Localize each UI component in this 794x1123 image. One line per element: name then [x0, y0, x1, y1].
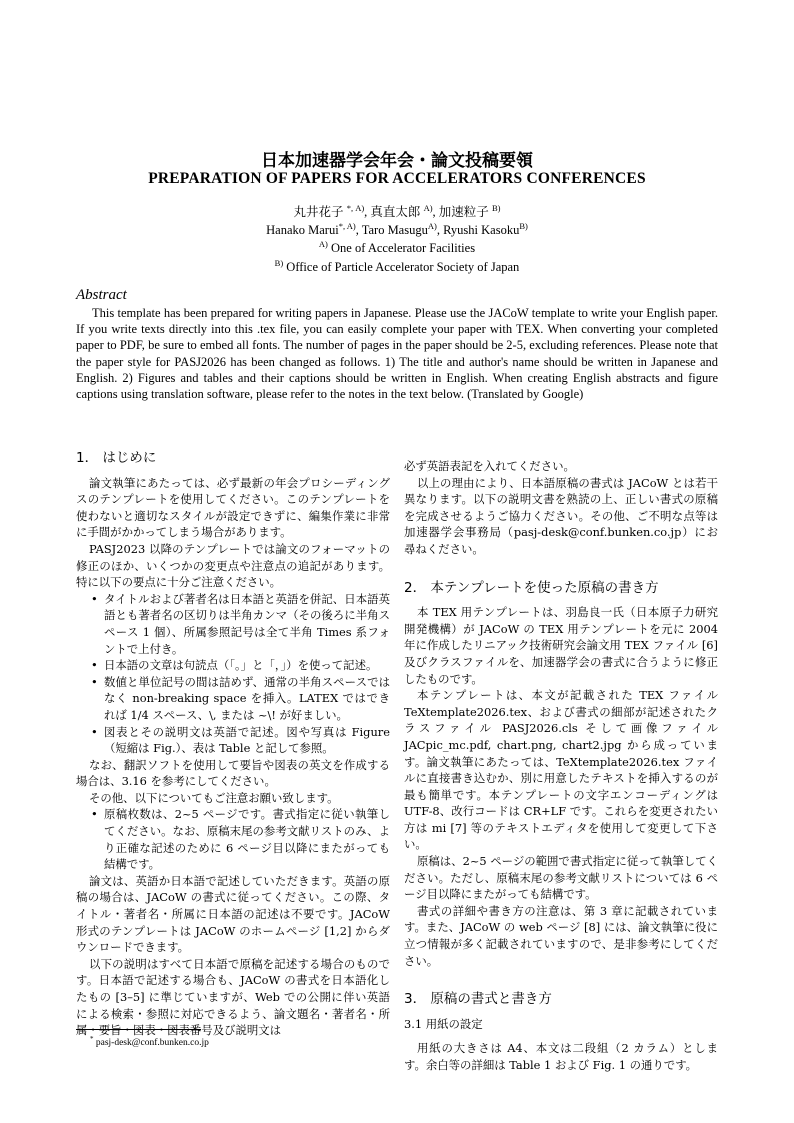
authors-english: Hanako Marui$^{*, A)}$, Taro Masugu$^{A)}$, Ryushi Kasoku$^{B)}$ — [266, 221, 528, 238]
author-name: Hanako Marui — [266, 223, 339, 238]
authors-japanese: 丸井花子 $^{*, A)}$, 真直太郎 $^{A)}$, 加速粒子 $^{B)}$ — [293, 202, 501, 219]
paragraph: なお、翻訳ソフトを使用して要旨や図表の英文を作成する場合は、3.16 を参考にしてください。 — [76, 757, 390, 789]
section-heading: 1． はじめに — [76, 450, 157, 466]
paragraph: 原稿は、2~5 ページの範囲で書式指定に従って執筆してください。ただし、原稿末尾の参考文献リストについては 6 ページ目以降にまたがっても結構です。 — [404, 854, 718, 902]
author-mark: A) — [427, 221, 437, 231]
paragraph: 本 TEX 用テンプレートは、羽島良一氏（日本原子力研究開発機構）が JACoW の TEX 用テンプレートを元に 2004 年に作成したリニアック技術研究会論文用 TEX ファイル [6] 及びクラスファイルを、加速器学会の書式に合うように修正したものです。 — [404, 605, 718, 686]
paragraph: 論文は、英語か日本語で記述していただきます。英語の原稿の場合は、JACoW の書式に従ってください。この際、タイトル・著者名・所属に日本語の記述は不要です。JACoW 形式のテンプレートは JACoW のホームページ [1,2] からダウンロードできます。 — [76, 873, 390, 955]
list-item: • 図表とその説明文は英語で記述。図や写真は Figure（短縮は Fig.）、表は Table と記して参照。 — [104, 724, 390, 757]
bullet-list — [76, 806, 390, 872]
paragraph: 以下の説明はすべて日本語で原稿を記述する場合のものです。日本語で記述する場合も、JACoW の書式を日本語化したもの [3–5] に準じていますが、Web での公開に伴い英語による検索・参照に対応できるよう、論文題名・著者名・所属・要旨・図表・図表番号及び説明文は — [76, 956, 390, 1038]
paragraph: 本テンプレートは、本文が記載された TEX ファイル TeXtemplate2026.tex、および書式の細部が記述されたクラスファイル PASJ2026.cls そして画像ファイル JACpic_mc.pdf, chart.png, chart2.jpg から成っています。論文執筆にあたっては、TeXtemplate2026.tex ファイルに直接書き込むか、別に用意したテキストを挿入するのが最も簡単です。本テンプレートの文字エンコーディングは UTF-8、改行コードは CR+LF です。これらを変更されたい方は mi [7] 等のテキストエディタを使用して変更して下さい。 — [404, 688, 718, 852]
paragraph: 論文執筆にあたっては、必ず最新の年会プロシーディングスのテンプレートを使用してください。このテンプレートを使わないと適切なスタイルが設定できずに、編集作業に非常に手間がかかってしまう場合があります。 — [76, 475, 390, 540]
footnote: * pasj-desk@conf.bunken.co.jp — [90, 1035, 209, 1049]
affiliation-b: $^{B)}$ Office of Particle Accelerator Society of Japan — [274, 258, 520, 275]
affiliation-a: $^{A)}$ One of Accelerator Facilities — [318, 239, 476, 256]
title-english: PREPARATION OF PAPERS FOR ACCELERATORS CONFERENCES — [148, 170, 646, 187]
paragraph: 書式の詳細や書き方の注意は、第 3 章に記載されています。また、JACoW の web ページ [8] には、論文執筆に役に立つ情報が多く記載されていますので、是非参考にしてください。 — [404, 903, 718, 968]
author-name: Taro Masugu — [361, 223, 428, 238]
paragraph: 必ず英語表記を入れてください。 — [404, 459, 575, 473]
section-heading: 2． 本テンプレートを使った原稿の書き方 — [404, 579, 659, 596]
title-japanese: 日本加速器学会年会・論文投稿要領 — [261, 151, 533, 171]
list-item: • タイトルおよび著者名は日本語と英語を併記、日本語英語とも著者名の区切りは半角カンマ（その後ろに半角スペース 1 個）、所属参照記号は全て半角 Times 系フォントで上付き。 — [104, 591, 390, 657]
abstract-text: This template has been prepared for writing papers in Japanese. Please use the JACoW template to write your English paper. If you write texts directly into this .tex file, you can easily complete your paper with TEX. When converting your completed paper to PDF, be sure to embed all fonts. The number of pages in the paper should be 2-5, excluding references. Please note that the paper style for PASJ2026 has been changed as follows. 1) The title and author's name should be written in Japanese and English. 2) Figures and tables and their captions should be written in English. When creating English abstracts and figure captions using translation software, please refer to the notes in the text below. (Translated by Google) — [76, 306, 718, 402]
paragraph: 用紙の大きさは A4、本文は二段組（2 カラム）とします。余白等の詳細は Table 1 および Fig. 1 の通りです。 — [404, 1041, 718, 1072]
subsection-heading: 3.1 用紙の設定 — [404, 1016, 483, 1031]
list-item: • 原稿枚数は、2~5 ページです。書式指定に従い執筆してください。なお、原稿末尾の参考文献リストのみ、より正確な記述のために 6 ページ目以降にまたがっても結構です。 — [104, 806, 390, 872]
paragraph: PASJ2023 以降のテンプレートでは論文のフォーマットの修正のほか、いくつかの変更点や注意点の追記があります。特に以下の要点に十分ご注意ください。 — [76, 541, 390, 590]
list-item: • 数値と単位記号の間は詰めず、通常の半角スペースではなく non-breaking space を挿入。LATEX ではできれば 1/4 スペース、\, または ~\! が好ましい。 — [104, 674, 390, 724]
author-name: 真直太郎 — [370, 205, 421, 219]
left-column — [76, 450, 390, 1039]
abstract-heading: Abstract — [76, 287, 127, 303]
paragraph: その他、以下についてもご注意お願い致します。 — [89, 790, 339, 805]
author-mark: B) — [519, 221, 528, 231]
section-heading: 3． 原稿の書式と書き方 — [404, 991, 552, 1008]
author-name: 加速粒子 — [438, 205, 489, 219]
bullet-list — [76, 591, 390, 757]
footnote-rule — [76, 1029, 201, 1030]
author-mark: A) — [423, 202, 433, 213]
author-mark: *, A) — [338, 221, 356, 231]
author-mark: B) — [491, 202, 501, 213]
right-column — [404, 458, 718, 1074]
paragraph: 以上の理由により、日本語原稿の書式は JACoW とは若干異なります。以下の説明文書を熟読の上、正しい書式の原稿を完成させるようご協力ください。その他、ご不明な点等は加速器学会事務局（pasj-desk@conf.bunken.co.jp）にお尋ねください。 — [404, 475, 718, 556]
author-name: 丸井花子 — [293, 205, 344, 219]
list-item: • 日本語の文章は句読点（「。」と「，」）を使って記述。 — [104, 657, 390, 674]
author-mark: *, A) — [346, 202, 365, 213]
author-name: Ryushi Kasoku — [443, 223, 520, 238]
